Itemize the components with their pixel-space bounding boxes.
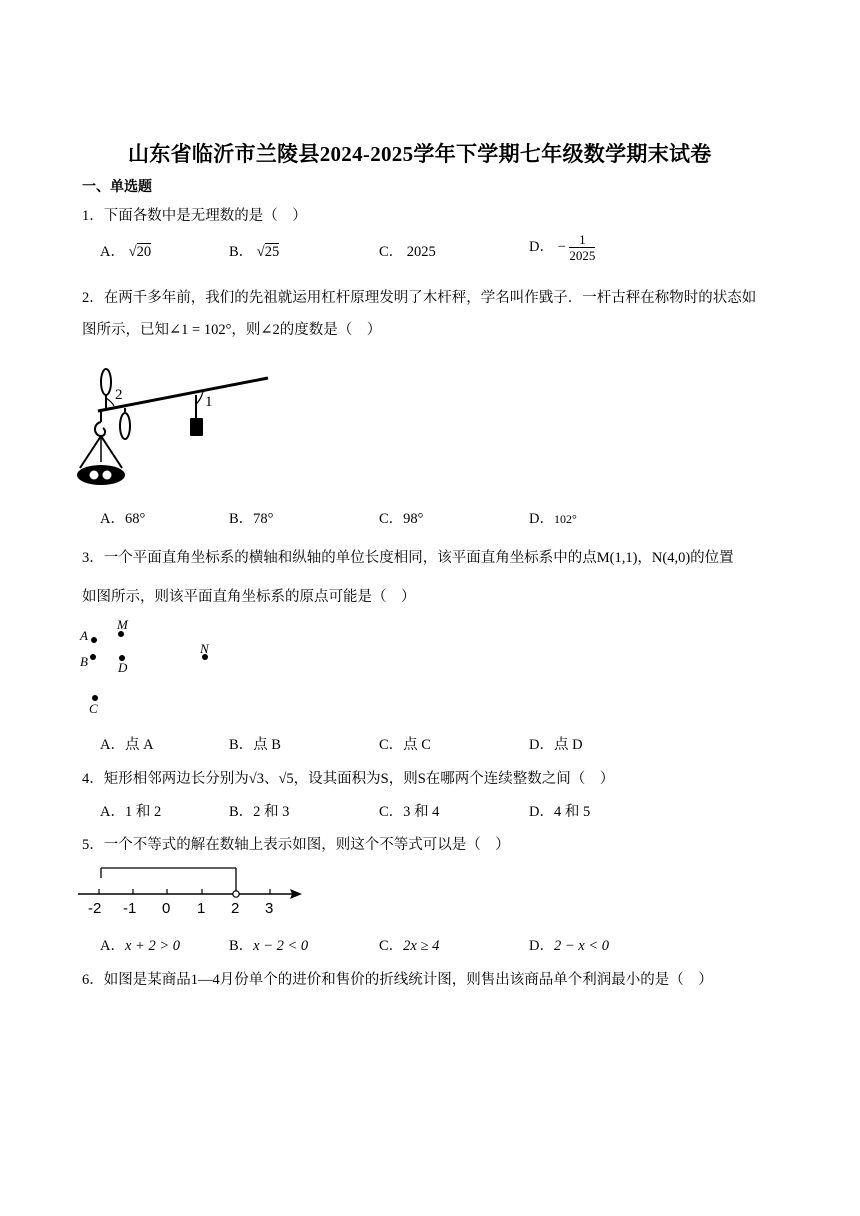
radicand: 20 xyxy=(136,244,152,260)
option-text: 2x ≥ 4 xyxy=(403,938,440,954)
option-label: B． xyxy=(229,244,254,260)
q5-option-d[interactable] xyxy=(529,934,609,955)
option-text: 点 D xyxy=(553,737,583,753)
tick-label: 1 xyxy=(197,900,206,917)
option-text: 4 和 5 xyxy=(553,804,591,820)
option-label: B． xyxy=(229,938,254,954)
point-a-label: A xyxy=(80,628,88,643)
option-label: A． xyxy=(100,804,125,820)
option-label: A． xyxy=(100,244,125,260)
option-label: C． xyxy=(379,804,404,820)
tick-label: 3 xyxy=(265,900,274,917)
option-label: A． xyxy=(100,511,125,527)
question-6-stem: 6．如图是某商品1—4月份单个的进价和售价的折线统计图，则售出该商品单个利润最小的是（ ） xyxy=(82,972,713,988)
question-5-stem: 5．一个不等式的解在数轴上表示如图，则这个不等式可以是（ ） xyxy=(82,837,510,853)
question-3-line-1: 3．一个平面直角坐标系的横轴和纵轴的单位长度相同，该平面直角坐标系中的点M(1,1)，N(4,0)的位置 xyxy=(82,550,734,566)
point-d-label: D xyxy=(118,660,128,675)
question-2-line-2: 图所示，已知∠1 = 102°，则∠2的度数是（ ） xyxy=(82,322,382,338)
option-label: D． xyxy=(529,238,554,255)
radicand: 25 xyxy=(264,244,280,260)
option-text: 2 − x < 0 xyxy=(553,938,609,954)
option-label: B． xyxy=(229,511,254,527)
option-label: D． xyxy=(529,938,554,954)
tick-label: -2 xyxy=(88,900,102,917)
tick-label: 2 xyxy=(231,900,240,917)
option-text: 102° xyxy=(553,512,577,526)
minus-sign: − xyxy=(557,238,566,255)
page-title: 山东省临沂市兰陵县2024-2025学年下学期七年级数学期末试卷 xyxy=(128,142,712,166)
option-label: D． xyxy=(529,737,554,753)
option-label: D． xyxy=(529,804,554,820)
numerator: 1 xyxy=(569,232,595,248)
option-label: C． xyxy=(379,511,404,527)
tick-label: 0 xyxy=(162,900,171,917)
option-text: 点 A xyxy=(124,737,154,753)
option-text: x − 2 < 0 xyxy=(253,938,309,954)
option-text: 98° xyxy=(403,511,424,527)
option-label: C． xyxy=(379,938,404,954)
point-b-label: B xyxy=(80,654,88,669)
denominator: 2025 xyxy=(569,248,596,263)
option-label: D． xyxy=(529,511,554,527)
q5-option-a[interactable] xyxy=(100,934,180,955)
question-1-stem: 1．下面各数中是无理数的是（ ） xyxy=(82,208,307,224)
question-2-line-1: 2．在两千多年前，我们的先祖就运用杠杆原理发明了木杆秤，学名叫作戥子．一杆古秤在称物时的状态如 xyxy=(82,290,757,306)
question-4-stem: 4．矩形相邻两边长分别为√3、√5，设其面积为S，则S在哪两个连续整数之间（ ） xyxy=(82,771,615,787)
option-text: 点 C xyxy=(403,737,431,753)
angle-2-label: 2 xyxy=(115,387,123,403)
point-c-label: C xyxy=(89,701,98,716)
option-text: 68° xyxy=(124,511,146,527)
q5-option-c[interactable] xyxy=(379,934,439,955)
point-m-label: M xyxy=(117,617,128,632)
option-label: C． xyxy=(379,737,404,753)
tick-label: -1 xyxy=(123,900,137,917)
option-text: 2025 xyxy=(406,244,436,260)
question-3-line-2: 如图所示，则该平面直角坐标系的原点可能是（ ） xyxy=(82,589,416,605)
option-label: A． xyxy=(100,938,125,954)
option-text: 1 和 2 xyxy=(124,804,162,820)
option-text: 点 B xyxy=(253,737,281,753)
angle-1-label: 1 xyxy=(205,394,213,410)
option-label: B． xyxy=(229,737,254,753)
option-text: 3 和 4 xyxy=(403,804,440,820)
option-text: 78° xyxy=(253,511,274,527)
point-n-label: N xyxy=(200,641,209,656)
sqrt-radical: √20 xyxy=(128,244,152,260)
option-text: 2 和 3 xyxy=(253,804,290,820)
option-label: A． xyxy=(100,737,125,753)
section-heading: 一、单选题 xyxy=(82,180,152,195)
option-text: x + 2 > 0 xyxy=(124,938,180,954)
option-label: B． xyxy=(229,804,254,820)
sqrt-radical: √25 xyxy=(256,244,280,260)
q5-option-b[interactable] xyxy=(229,934,308,955)
option-label: C． xyxy=(379,244,404,260)
